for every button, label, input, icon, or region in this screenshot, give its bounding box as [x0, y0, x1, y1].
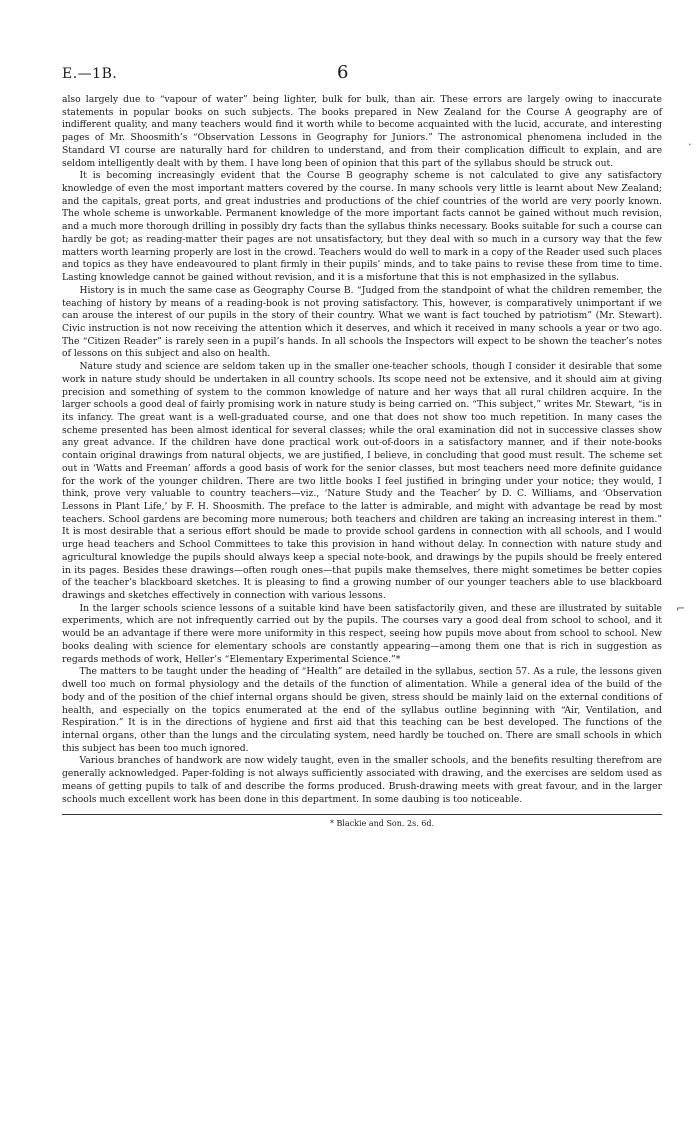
footnote-rule: [62, 814, 662, 815]
paragraph-geography-a: also largely due to “vapour of water” being lighter, bulk for bulk, than air. These errors are largely owing to inaccurate statements in popular books on such subjects. The books prepared in New Zealand for the Course A geography are of indifferent quality, and many teachers would find it worth while to become acquainted with the lucid, accurate, and interesting pages of Mr. Shoosmith’s “Observation Lessons in Geography for Juniors.” The astronomical phenomena included in the Standard VI course are naturally hard for children to understand, and from their complication difficult to explain, and are seldom intelligently dealt with by them. I have long been of opinion that this part of the syllabus should be struck out.: [62, 94, 662, 169]
footnote: * Blackie and Son. 2s. 6d.: [329, 819, 435, 829]
paragraph-history: History is in much the same case as Geography Course B. “Judged from the standpoint of what the children remember, the teaching of history by means of a reading-book is not proving satisfactory. This, however, is comparatively unimportant if we can arouse the interest of our pupils in the story of their country. What we want is fact touched by patriotism” (Mr. Stewart). Civic instruction is not now receiving the attention which it deserves, and which it received in many schools a year or two ago. The “Citizen Reader” is rarely seen in a pupil’s hands. In all schools the Inspectors will expect to be shown the teacher’s notes of lessons on this subject and also on health.: [62, 284, 662, 360]
margin-mark-middle: ⌐: [676, 602, 686, 615]
body-text: [62, 94, 662, 806]
page-number: 6: [337, 62, 349, 83]
page-header: [62, 60, 662, 94]
paragraph-nature-study: Nature study and science are seldom taken up in the smaller one-teacher schools, though I consider it desirable that some work in nature study should be undertaken in all country schools. Its scope need not be extensive, and it should aim at giving precision and something of system to the common knowledge of nature and her ways that all rural children acquire. In the larger schools a good deal of fairly promising work in nature study is being carried on. “This subject,” writes Mr. Stewart, “is in its infancy. The great want is a well-graduated course, and one that does not show too much repetition. In many cases the scheme presented has been almost identical for several classes; while the oral examination did not in successive classes show any great advance. If the children have done practical work out-of-doors in a satisfactory manner, and if their note-books contain original drawings from natural objects, we are justified, I believe, in concluding that good must result. The scheme set out in ‘Watts and Freeman’ affords a good basis of work for the senior classes, but most teachers need more definite guidance for the work of the younger children. There are two little books I feel justified in bringing under your notice; they would, I think, prove very valuable to country teachers—viz., ‘Nature Study and the Teacher’ by D. C. Williams, and ‘Observation Lessons in Plant Life,’ by F. H. Shoosmith. The preface to the latter is admirable, and might with advantage be read by most teachers. School gardens are becoming more numerous; both teachers and children are taking an increasing interest in them.” It is most desirable that a serious effort should be made to provide school gardens in connection with all schools, and I would urge head teachers and School Committees to take this provision in hand without delay. In connection with nature study and agricultural knowledge the pupils should always keep a special note-book, and drawings by the pupils should be freely entered in its pages. Besides these drawings—often rough ones—that pupils make themselves, there might sometimes be better copies of the teacher’s blackboard sketches. It is pleasing to find a growing number of our younger teachers able to use blackboard drawings and sketches effectively in connection with various lessons.: [62, 361, 662, 602]
paragraph-health: The matters to be taught under the heading of “Health” are detailed in the syllabus, section 57. As a rule, the lessons given dwell too much on formal physiology and the details of the function of alimentation. While a general idea of the build of the body and of the position of the chief internal organs should be given, stress should be mainly laid on the external conditions of health, and especially on the topics enumerated at the end of the syllabus outline beginning with “Air, Ventilation, and Respiration.” It is in the directions of hygiene and first aid that this teaching can be best developed. The functions of the internal organs, other than the lungs and the circulating system, need hardly be touched on. There are small schools in which this subject has been too much ignored.: [62, 666, 662, 754]
paragraph-science: In the larger schools science lessons of a suitable kind have been satisfactorily given, and these are illustrated by suitable experiments, which are not infrequently carried out by the pupils. The courses vary a good deal from school to school, and it would be an advantage if there were more uniformity in this respect, seeing how pupils move about from school to school. New books dealing with science for elementary schools are constantly appearing—among them one that is rich in suggestion as regards methods of work, Heller’s “Elementary Experimental Science.”*: [62, 602, 662, 665]
series-code: E.—1B.: [62, 66, 118, 82]
document-page: [62, 60, 662, 828]
paragraph-handwork: Various branches of handwork are now widely taught, even in the smaller schools, and the benefits resulting therefrom are generally acknowledged. Paper-folding is not always sufficiently associated with drawing, and the exercises are seldom used as means of getting pupils to talk of and describe the forms produced. Brush-drawing meets with great favour, and in the larger schools much excellent work has been done in this department. In some daubing is too noticeable.: [62, 755, 662, 805]
paragraph-geography-b: It is becoming increasingly evident that the Course B geography scheme is not calculated to give any satisfactory knowledge of even the most important matters covered by the course. In many schools very little is learnt about New Zealand; and the capitals, great ports, and great industries and productions of the chief countries of the world are very poorly known. The whole scheme is unworkable. Permanent knowledge of the more important facts cannot be gained without much revision, and a much more thorough drilling in possibly dry facts than the syllabus thinks necessary. Books suitable for such a course can hardly be got; as reading-matter their pages are not unsatisfactory, but they deal with so much in a cursory way that the few matters worth learning properly are lost in the crowd. Teachers would do well to mark in a copy of the Reader used such places and topics as they have endeavoured to plant firmly in their pupils’ minds, and to take pains to revise these from time to time. Lasting knowledge cannot be gained without revision, and it is a misfortune that this is not emphasized in the syllabus.: [62, 170, 662, 284]
margin-mark-top: ·: [688, 138, 692, 151]
